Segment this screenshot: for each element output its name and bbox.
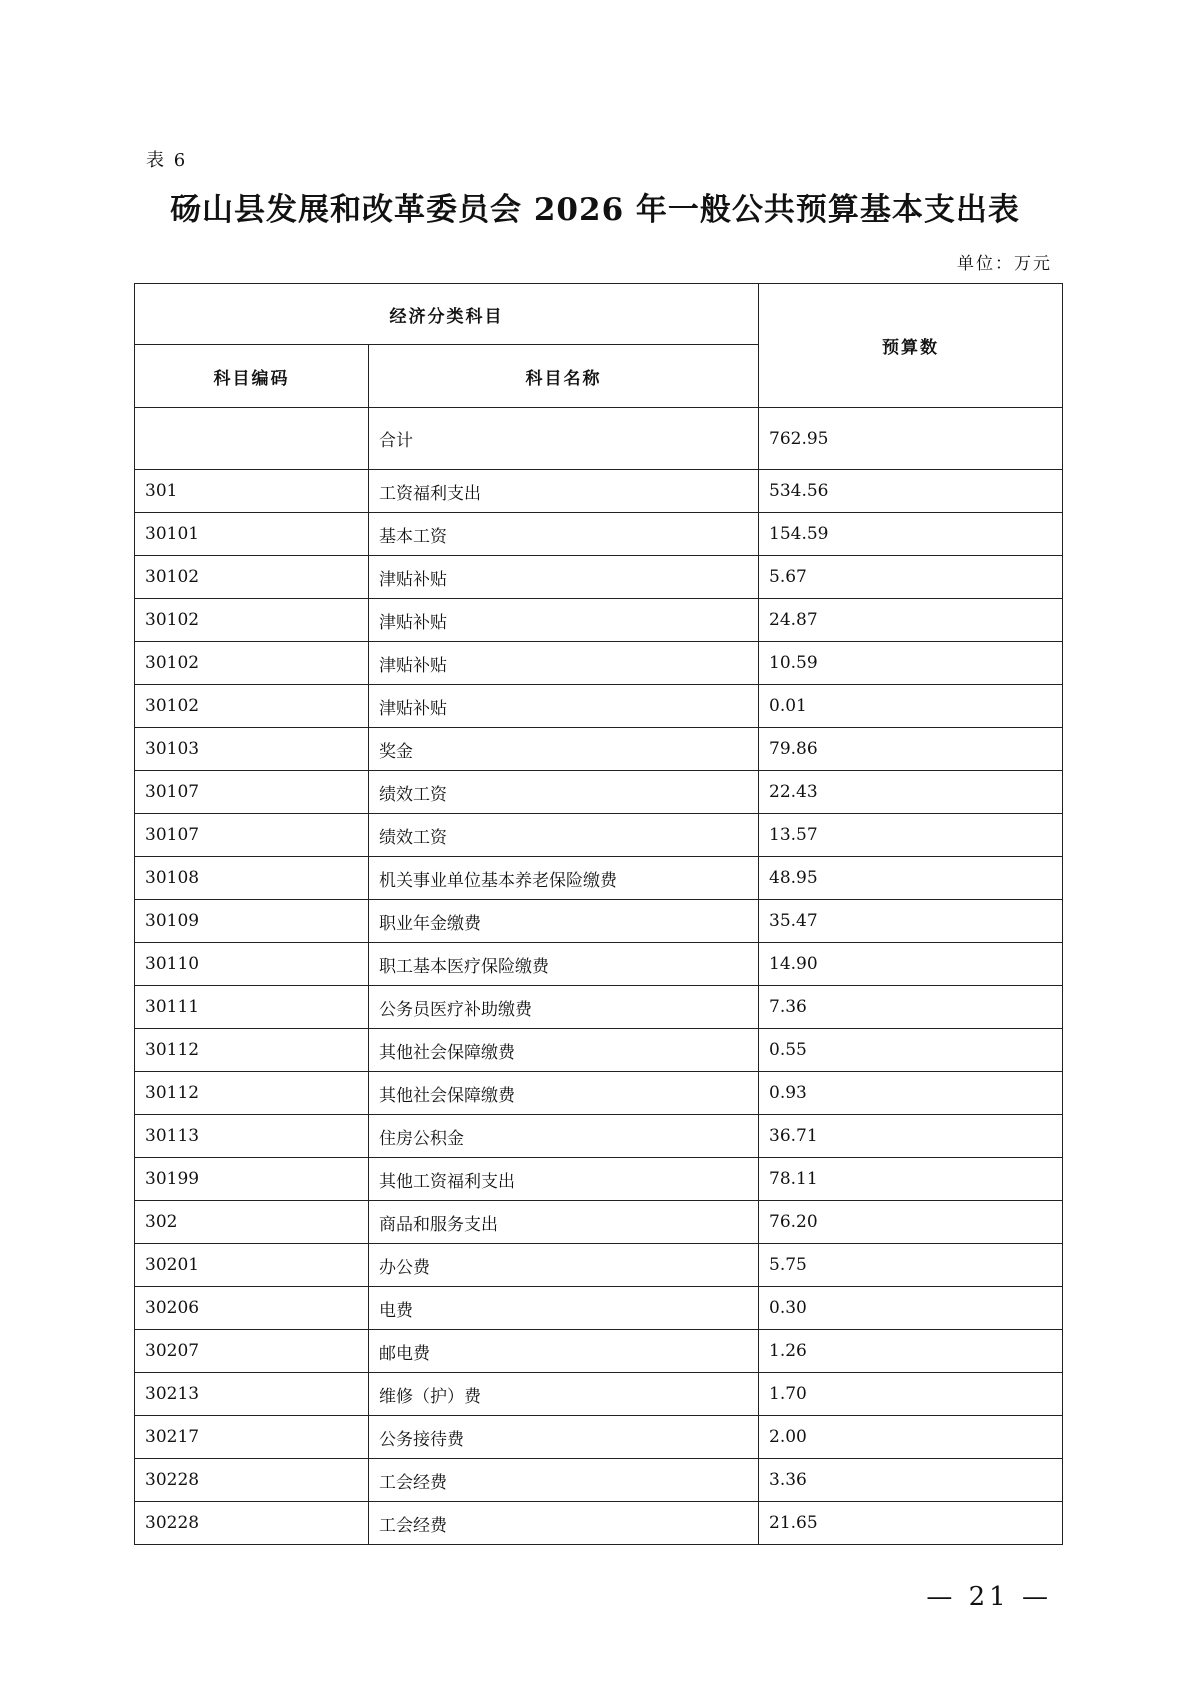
unit-label: 单位：万元 [957, 254, 1052, 274]
subject-name-cell: 津贴补贴 [369, 599, 759, 642]
table-row [135, 814, 1063, 857]
subject-name-cell: 基本工资 [369, 513, 759, 556]
subject-code-cell: 30228 [135, 1459, 369, 1502]
table-row [135, 1201, 1063, 1244]
subject-name-cell: 商品和服务支出 [369, 1201, 759, 1244]
subject-code-cell: 30199 [135, 1158, 369, 1201]
table-row [135, 1287, 1063, 1330]
budget-amount-cell: 5.75 [759, 1244, 1063, 1287]
budget-amount-cell: 5.67 [759, 556, 1063, 599]
subject-name-cell: 公务接待费 [369, 1416, 759, 1459]
budget-amount-cell: 22.43 [759, 771, 1063, 814]
budget-amount-cell: 48.95 [759, 857, 1063, 900]
subject-name-cell: 其他社会保障缴费 [369, 1029, 759, 1072]
table-row [135, 1115, 1063, 1158]
budget-amount-cell: 35.47 [759, 900, 1063, 943]
budget-amount-cell: 154.59 [759, 513, 1063, 556]
subject-code-cell: 30113 [135, 1115, 369, 1158]
budget-amount-cell: 3.36 [759, 1459, 1063, 1502]
budget-amount-cell: 13.57 [759, 814, 1063, 857]
subject-code-cell: 30101 [135, 513, 369, 556]
budget-amount-cell: 79.86 [759, 728, 1063, 771]
budget-amount-cell: 2.00 [759, 1416, 1063, 1459]
budget-amount-cell: 21.65 [759, 1502, 1063, 1545]
total-amount-cell: 762.95 [759, 408, 1063, 470]
budget-amount-cell: 7.36 [759, 986, 1063, 1029]
subject-name-cell: 电费 [369, 1287, 759, 1330]
subject-name-cell: 津贴补贴 [369, 642, 759, 685]
header-row-group [135, 284, 1063, 345]
table-label: 表 6 [146, 150, 188, 171]
total-code-cell [135, 408, 369, 470]
budget-amount-cell: 76.20 [759, 1201, 1063, 1244]
table-row [135, 470, 1063, 513]
budget-amount-cell: 36.71 [759, 1115, 1063, 1158]
subject-name-cell: 工资福利支出 [369, 470, 759, 513]
budget-amount-cell: 0.93 [759, 1072, 1063, 1115]
table-row [135, 771, 1063, 814]
table-row [135, 943, 1063, 986]
subject-code-cell: 30107 [135, 771, 369, 814]
subject-code-cell: 301 [135, 470, 369, 513]
table-row [135, 1072, 1063, 1115]
table-row [135, 685, 1063, 728]
budget-amount-cell: 0.30 [759, 1287, 1063, 1330]
table-row [135, 728, 1063, 771]
subject-code-cell: 30201 [135, 1244, 369, 1287]
page-title: 砀山县发展和改革委员会 2026 年一般公共预算基本支出表 [170, 192, 1020, 228]
subject-name-cell: 住房公积金 [369, 1115, 759, 1158]
budget-amount-cell: 78.11 [759, 1158, 1063, 1201]
header-budget-amount: 预算数 [759, 284, 1063, 408]
total-name-cell: 合计 [369, 408, 759, 470]
subject-name-cell: 职业年金缴费 [369, 900, 759, 943]
subject-name-cell: 工会经费 [369, 1502, 759, 1545]
subject-name-cell: 津贴补贴 [369, 556, 759, 599]
subject-code-cell: 30110 [135, 943, 369, 986]
subject-code-cell: 30108 [135, 857, 369, 900]
subject-code-cell: 30228 [135, 1502, 369, 1545]
table-row [135, 1244, 1063, 1287]
subject-code-cell: 30102 [135, 556, 369, 599]
budget-table [134, 283, 1063, 1545]
subject-name-cell: 绩效工资 [369, 814, 759, 857]
subject-name-cell: 机关事业单位基本养老保险缴费 [369, 857, 759, 900]
subject-name-cell: 办公费 [369, 1244, 759, 1287]
subject-code-cell: 30103 [135, 728, 369, 771]
subject-name-cell: 绩效工资 [369, 771, 759, 814]
table-row [135, 857, 1063, 900]
subject-code-cell: 30102 [135, 599, 369, 642]
subject-name-cell: 其他社会保障缴费 [369, 1072, 759, 1115]
budget-amount-cell: 1.70 [759, 1373, 1063, 1416]
subject-code-cell: 30213 [135, 1373, 369, 1416]
subject-name-cell: 奖金 [369, 728, 759, 771]
subject-code-cell: 30206 [135, 1287, 369, 1330]
subject-code-cell: 30109 [135, 900, 369, 943]
subject-name-cell: 维修（护）费 [369, 1373, 759, 1416]
table-row [135, 642, 1063, 685]
table-row [135, 599, 1063, 642]
budget-amount-cell: 24.87 [759, 599, 1063, 642]
table-body [135, 408, 1063, 1545]
table-row [135, 556, 1063, 599]
subject-name-cell: 其他工资福利支出 [369, 1158, 759, 1201]
subject-name-cell: 邮电费 [369, 1330, 759, 1373]
table-row [135, 1029, 1063, 1072]
budget-amount-cell: 14.90 [759, 943, 1063, 986]
subject-code-cell: 30102 [135, 685, 369, 728]
header-subject-name: 科目名称 [369, 345, 759, 408]
table-row [135, 513, 1063, 556]
budget-amount-cell: 534.56 [759, 470, 1063, 513]
budget-amount-cell: 0.55 [759, 1029, 1063, 1072]
page-number: — 21 — [926, 1582, 1052, 1612]
header-subject-code: 科目编码 [135, 345, 369, 408]
subject-name-cell: 津贴补贴 [369, 685, 759, 728]
subject-code-cell: 30207 [135, 1330, 369, 1373]
budget-amount-cell: 10.59 [759, 642, 1063, 685]
budget-amount-cell: 1.26 [759, 1330, 1063, 1373]
header-economic-classification: 经济分类科目 [135, 284, 759, 345]
subject-name-cell: 公务员医疗补助缴费 [369, 986, 759, 1029]
table-row [135, 986, 1063, 1029]
subject-code-cell: 302 [135, 1201, 369, 1244]
subject-code-cell: 30112 [135, 1029, 369, 1072]
subject-code-cell: 30102 [135, 642, 369, 685]
table-row [135, 1158, 1063, 1201]
table-row [135, 1330, 1063, 1373]
subject-code-cell: 30111 [135, 986, 369, 1029]
subject-name-cell: 职工基本医疗保险缴费 [369, 943, 759, 986]
total-row [135, 408, 1063, 470]
table-row [135, 1502, 1063, 1545]
table-row [135, 1459, 1063, 1502]
table-row [135, 900, 1063, 943]
budget-amount-cell: 0.01 [759, 685, 1063, 728]
table-row [135, 1416, 1063, 1459]
subject-code-cell: 30107 [135, 814, 369, 857]
subject-code-cell: 30217 [135, 1416, 369, 1459]
subject-code-cell: 30112 [135, 1072, 369, 1115]
subject-name-cell: 工会经费 [369, 1459, 759, 1502]
table-row [135, 1373, 1063, 1416]
